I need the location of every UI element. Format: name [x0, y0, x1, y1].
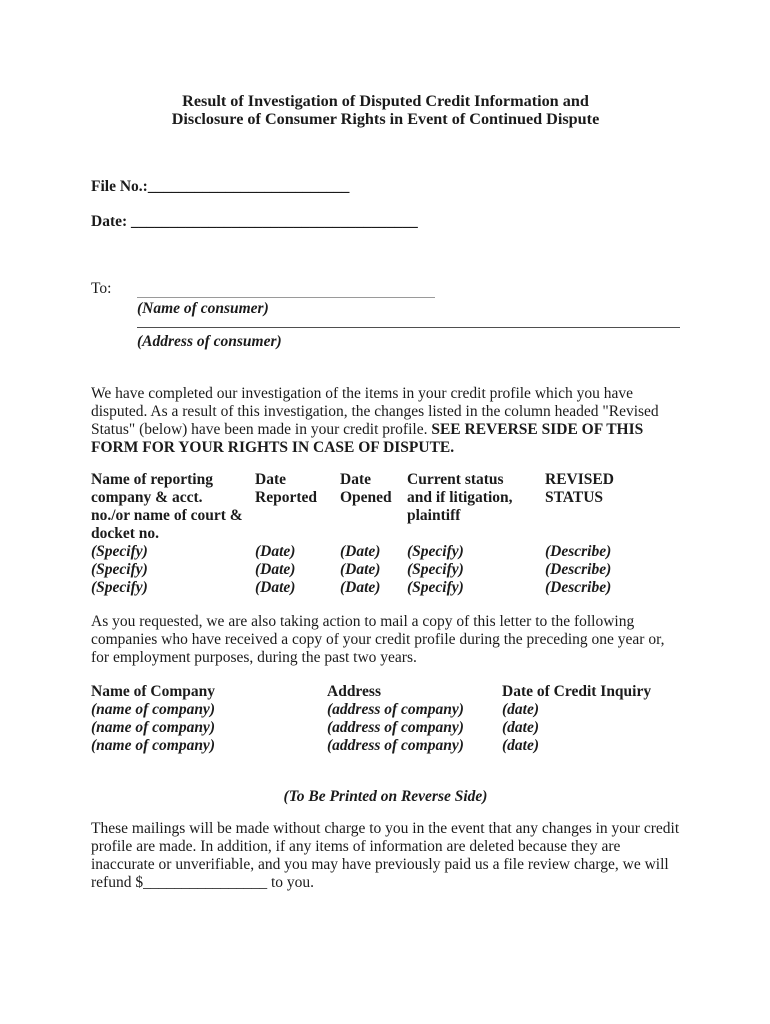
status-col-header-date-opened: Date Opened [340, 471, 392, 506]
mailing-paragraph: As you requested, we are also taking action to mail a copy of this letter to the following companies who have received a copy of your credit profile during the preceding one year or, for employment purposes, during the past two years. [91, 613, 665, 666]
status-row-cell: (Date) [255, 579, 296, 596]
date-label: Date: [91, 213, 132, 230]
status-col-header-current-status: Current status and if litigation, plaintiff [407, 471, 513, 524]
date-row [91, 213, 680, 231]
status-col-header-revised-status: REVISED STATUS [545, 471, 614, 506]
status-col-header-reporting-company: Name of reporting company & acct. no./or name of court & docket no. [91, 471, 243, 542]
company-row-cell: (date) [502, 701, 540, 718]
refund-paragraph-tail: to you. [267, 874, 315, 891]
status-row-cell: (Date) [340, 543, 381, 560]
refund-paragraph [91, 820, 680, 892]
status-row-cell: (Describe) [545, 579, 612, 596]
company-col-header-inquiry-date: Date of Credit Inquiry [502, 683, 652, 700]
form-title-line1: Result of Investigation of Disputed Credit Information and [182, 92, 589, 110]
intro-paragraph-text: We have completed our investigation of the items in your credit profile which you have disputed. As a result of this investigation, the changes listed in the column headed "Revised Status" (below) have been made in your credit profile. [91, 385, 659, 438]
company-row-cell: (name of company) [91, 701, 215, 718]
intro-paragraph [91, 385, 680, 457]
refund-paragraph-text: These mailings will be made without charge to you in the event that any changes in your credit profile are made. In addition, if any items of information are deleted because they are inaccurate or unverifiable, and you may have previously paid us a file review charge, we will refund [91, 820, 680, 891]
company-table [91, 683, 680, 755]
company-row-cell: (address of company) [327, 737, 464, 754]
status-row-cell: (Date) [255, 561, 296, 578]
status-row-cell: (Specify) [407, 561, 464, 578]
status-table [91, 471, 680, 597]
to-label: To: [91, 280, 112, 297]
status-row-cell: (Specify) [91, 543, 148, 560]
file-no-blank[interactable]: __________________________ [147, 178, 350, 195]
company-col-header-address: Address [327, 683, 381, 700]
company-row-cell: (address of company) [327, 701, 464, 718]
status-row-cell: (Describe) [545, 543, 612, 560]
refund-amount-blank[interactable]: $________________ [135, 874, 268, 891]
company-row-cell: (address of company) [327, 719, 464, 736]
consumer-name-caption: (Name of consumer) [137, 300, 269, 317]
file-no-label: File No.: [91, 178, 148, 195]
company-row-cell: (date) [502, 719, 540, 736]
company-col-header-name: Name of Company [91, 683, 215, 700]
company-row-cell: (name of company) [91, 719, 215, 736]
status-row-cell: (Describe) [545, 561, 612, 578]
form-title-line2: Disclosure of Consumer Rights in Event of Continued Dispute [171, 109, 600, 128]
company-row-cell: (name of company) [91, 737, 215, 754]
consumer-name-line[interactable] [137, 284, 435, 298]
company-row-cell: (date) [502, 737, 540, 754]
status-row-cell: (Date) [340, 579, 381, 596]
status-row-cell: (Date) [340, 561, 381, 578]
status-row-cell: (Date) [255, 543, 296, 560]
intro-paragraph-bold-notice: SEE REVERSE SIDE OF THIS FORM FOR YOUR RIGHTS IN CASE OF DISPUTE. [91, 421, 644, 456]
file-no-row [91, 178, 680, 196]
consumer-address-caption: (Address of consumer) [137, 333, 282, 350]
status-row-cell: (Specify) [407, 543, 464, 560]
status-row-cell: (Specify) [91, 579, 148, 596]
form-title [91, 93, 680, 128]
status-row-cell: (Specify) [91, 561, 148, 578]
consumer-address-line[interactable] [137, 327, 680, 328]
status-row-cell: (Specify) [407, 579, 464, 596]
to-row [91, 280, 680, 298]
reverse-side-note: (To Be Printed on Reverse Side) [283, 788, 488, 805]
date-blank[interactable]: _____________________________________ [131, 213, 418, 230]
status-col-header-date-reported: Date Reported [255, 471, 317, 506]
